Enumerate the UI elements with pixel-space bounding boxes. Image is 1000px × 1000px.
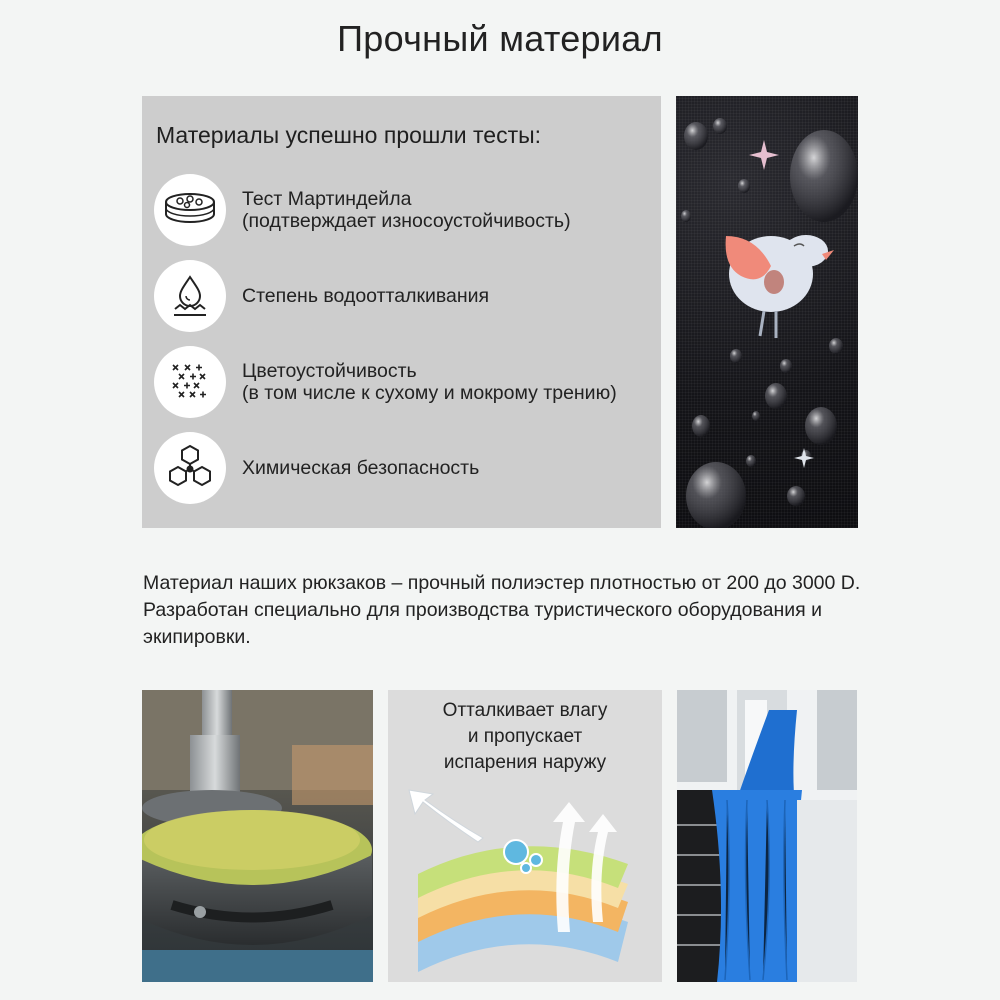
test-item-chemical-safety [154, 432, 654, 508]
caption-line: Отталкивает влагу [442, 700, 608, 721]
color-pattern-icon [154, 346, 226, 418]
fabric-layers-illustration [388, 782, 662, 982]
tests-panel [142, 96, 661, 528]
test-sublabel: (подтверждает износоустойчивость) [242, 210, 571, 232]
page-title: Прочный материал [337, 18, 663, 59]
layers-caption [388, 698, 662, 776]
test-label: Химическая безопасность [242, 457, 480, 479]
chemical-molecule-icon [154, 432, 226, 504]
breathable-layers-panel [388, 690, 662, 982]
test-sublabel: (в том числе к сухому и мокрому трению) [242, 382, 617, 404]
test-label: Тест Мартиндейла [242, 188, 412, 210]
tests-heading: Материалы успешно прошли тесты: [156, 122, 542, 148]
material-description: Материал наших рюкзаков – прочный полиэстер плотностью от 200 до 3000 D. Разработан специально для производства туристического оборудования и экипировки. [143, 572, 861, 648]
test-label: Цветоустойчивость [242, 360, 417, 382]
waterproof-fabric-photo [676, 96, 858, 528]
martindale-test-icon [154, 174, 226, 246]
water-drop-icon [154, 260, 226, 332]
test-label: Степень водоотталкивания [242, 285, 490, 307]
martindale-machine-photo [142, 690, 373, 982]
caption-line: и пропускает [467, 726, 583, 747]
test-item-water-repellency [154, 260, 654, 336]
test-item-martindale [154, 174, 654, 250]
tensile-test-photo [677, 690, 857, 982]
test-item-color-fastness [154, 346, 654, 422]
caption-line: испарения наружу [443, 752, 607, 773]
